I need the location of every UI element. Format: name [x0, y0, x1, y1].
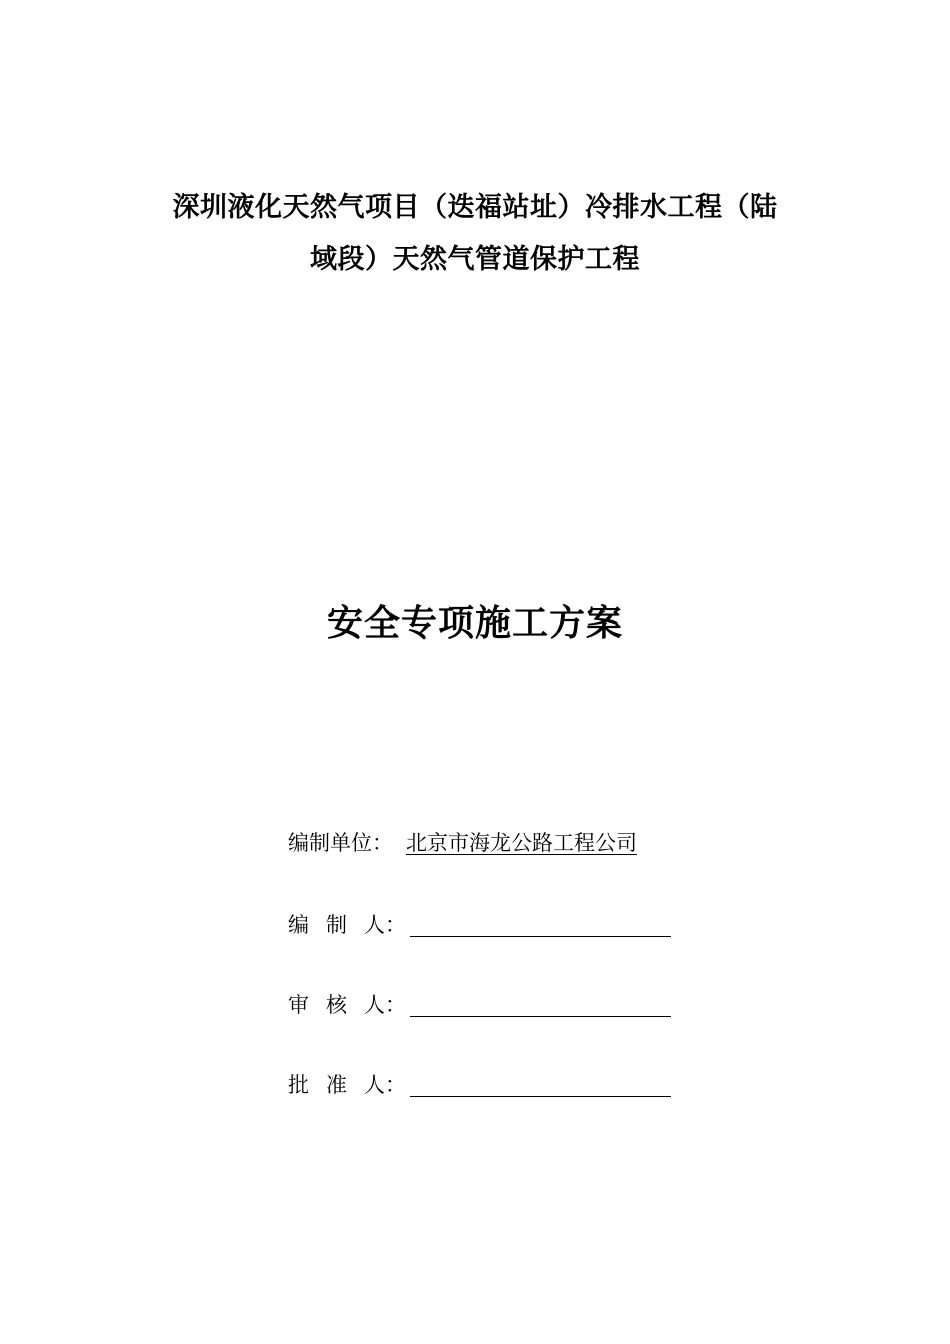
project-title-line-2: 域段）天然气管道保护工程 [310, 244, 640, 275]
approver-row: 批 准 人： [288, 1070, 688, 1100]
compiler-signature-line [410, 936, 671, 937]
project-title [0, 182, 950, 286]
compiling-unit-label: 编制单位： [288, 831, 393, 855]
reviewer-signature-line [410, 1016, 671, 1017]
compiling-unit-value: 北京市海龙公路工程公司 [406, 831, 637, 855]
compiler-row: 编 制 人： [288, 910, 688, 940]
document-title: 安全专项施工方案 [326, 603, 623, 644]
approver-signature-line [410, 1096, 671, 1097]
reviewer-row: 审 核 人： [288, 990, 688, 1020]
compiling-unit-row [288, 828, 688, 858]
project-title-line-1: 深圳液化天然气项目（迭福站址）冷排水工程（陆 [172, 192, 778, 223]
